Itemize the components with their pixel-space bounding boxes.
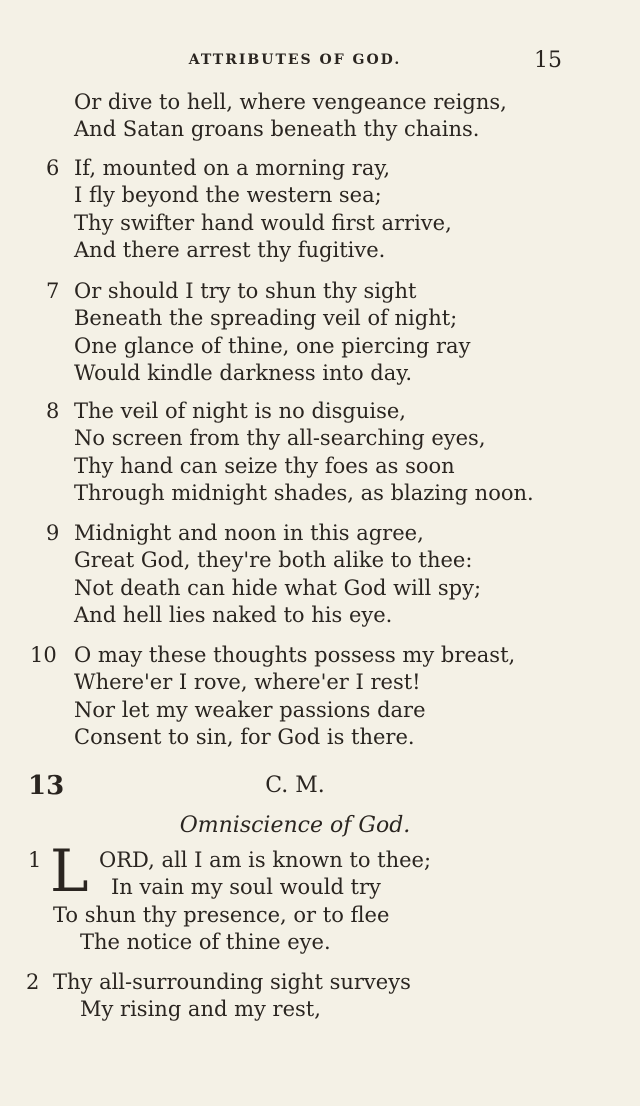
verse-line: And hell lies naked to his eye. (74, 603, 393, 627)
verse-line: Where'er I rove, where'er I rest! (74, 670, 421, 694)
verse-line: I fly beyond the western sea; (74, 183, 382, 207)
verse-line: My rising and my rest, (80, 997, 321, 1021)
verse-line: If, mounted on a morning ray, (74, 156, 391, 180)
verse-line: Thy swifter hand would first arrive, (74, 211, 452, 235)
meter-label: C. M. (265, 773, 325, 798)
stanza-number: 8 (46, 399, 60, 423)
stanza-number: 1 (28, 848, 42, 872)
stanza-number: 2 (26, 970, 40, 994)
verse-line: Thy all-surrounding sight surveys (53, 970, 411, 994)
stanza-number: 9 (46, 521, 60, 545)
verse-line: Or dive to hell, where vengeance reigns, (74, 90, 507, 114)
verse-line: The notice of thine eye. (80, 930, 331, 954)
page-number: 15 (534, 48, 562, 73)
verse-line: Beneath the spreading veil of night; (74, 306, 458, 330)
verse-line: ORD, all I am is known to thee; (99, 848, 432, 872)
stanza-number: 6 (46, 156, 60, 180)
verse-line: Not death can hide what God will spy; (74, 576, 482, 600)
verse-line: No screen from thy all-searching eyes, (74, 426, 486, 450)
verse-line: And Satan groans beneath thy chains. (74, 117, 480, 141)
verse-line: Through midnight shades, as blazing noon. (74, 481, 534, 505)
verse-line: To shun thy presence, or to flee (53, 903, 390, 927)
drop-cap: L (50, 837, 89, 905)
verse-line: O may these thoughts possess my breast, (74, 643, 516, 667)
verse-line: Great God, they're both alike to thee: (74, 548, 473, 572)
verse-line: Consent to sin, for God is there. (74, 725, 415, 749)
hymn-number: 13 (28, 771, 65, 801)
verse-line: Or should I try to shun thy sight (74, 279, 417, 303)
verse-line: Nor let my weaker passions dare (74, 698, 426, 722)
verse-line: In vain my soul would try (111, 875, 381, 899)
verse-line: Would kindle darkness into day. (74, 361, 413, 385)
stanza-number: 10 (30, 643, 57, 667)
verse-line: The veil of night is no disguise, (74, 399, 406, 423)
hymn-subtitle: Omniscience of God. (179, 813, 411, 838)
running-title: ATTRIBUTES OF GOD. (188, 52, 402, 68)
stanza-number: 7 (46, 279, 60, 303)
verse-line: One glance of thine, one piercing ray (74, 334, 471, 358)
verse-line: And there arrest thy fugitive. (74, 238, 386, 262)
verse-line: Thy hand can seize thy foes as soon (74, 454, 455, 478)
verse-line: Midnight and noon in this agree, (74, 521, 424, 545)
